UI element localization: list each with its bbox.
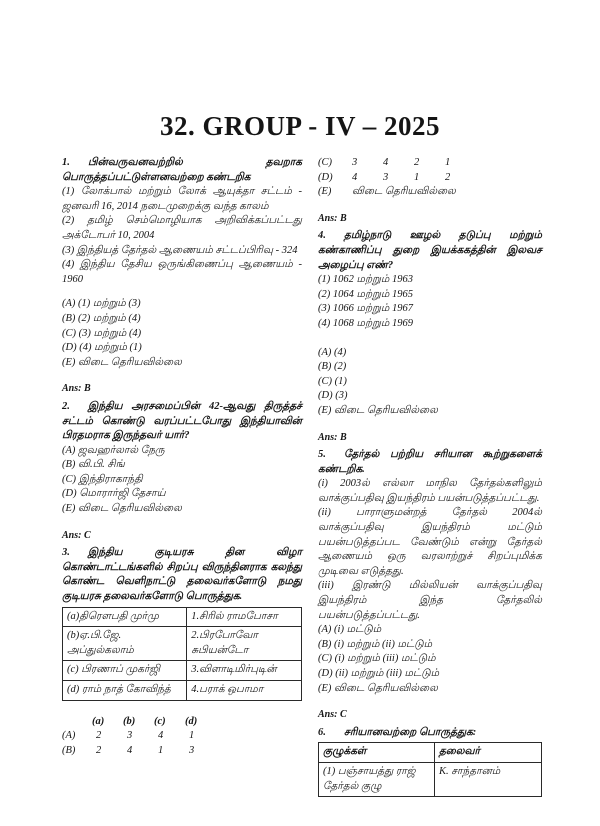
table-cell: 2.பிரபோவோ சுபியன்டோ <box>187 627 302 661</box>
table-cell: (1) பஞ்சாயத்து ராஜ் தேர்தல் குழு <box>319 762 435 796</box>
table-row <box>63 661 302 681</box>
question-5-statement: (ii) பாராளுமன்றத் தேர்தல் 2004ல் வாக்குப்பதிவு இயந்திரம் மட்டும் பயன்படுத்தப்பட வேண்டும் என்று தேர்தல் ஆணையம் ஒரு வரலாற்றுச் சிறப்புமிக்க முடிவை எடுத்தது. <box>318 507 542 577</box>
question-1-item: (3) இந்தியத் தேர்தல் ஆணையம் சட்டப்பிரிவு - 324 <box>62 244 298 256</box>
question-4-option: (D) (3) <box>318 390 348 402</box>
grid-cell: 3 <box>127 730 133 742</box>
question-1-option: (C) (3) மற்றும் (4) <box>62 327 142 339</box>
grid-cell: (B) <box>62 744 76 756</box>
grid-cell: (E) <box>318 186 332 198</box>
question-3-number: 3. <box>62 547 70 559</box>
grid-cell: 2 <box>414 157 420 168</box>
table-header-cell: தலைவர் <box>434 743 541 763</box>
page-title: 32. GROUP - IV – 2025 <box>159 111 440 141</box>
question-6-table <box>318 742 542 797</box>
question-1-stem-text: பின்வருவனவற்றில் தவறாக பொருத்தப்பட்டுள்ளனவற்றை கண்டறிக <box>62 157 302 183</box>
question-2-option: (B) வி.பி. சிங் <box>62 459 125 471</box>
table-row <box>63 681 302 701</box>
grid-cell: 1 <box>414 171 420 183</box>
right-column <box>318 156 542 797</box>
grid-cell: 4 <box>383 157 389 168</box>
question-5-option: (D) (ii) மற்றும் (iii) மட்டும் <box>318 668 440 679</box>
grid-cell: 4 <box>127 744 133 756</box>
question-5-number: 5. <box>318 449 326 461</box>
grid-cell: 2 <box>96 744 102 756</box>
question-3-grid-header <box>62 715 302 730</box>
question-5-statement: (iii) இரண்டு மில்லியன் வாக்குப்பதிவு இயந்திரம் இந்த தேர்தலில் பயன்படுத்தப்பட்டது. <box>318 580 542 621</box>
question-3-option-row <box>62 729 302 744</box>
answer-label-q3: Ans: B <box>318 212 347 224</box>
table-cell: (c) பிரணாப் முகர்ஜி <box>63 661 187 681</box>
grid-cell: 2 <box>445 171 451 183</box>
grid-cell: 1 <box>158 744 164 756</box>
question-3-continued <box>318 156 542 226</box>
table-header-cell: குழுக்கள் <box>319 743 435 763</box>
question-2-option: (E) விடை தெரியவில்லை <box>62 503 182 515</box>
table-header-row <box>319 743 542 763</box>
table-row <box>63 627 302 661</box>
question-4-option: (C) (1) <box>318 375 347 387</box>
question-1 <box>62 156 302 397</box>
question-4-option: (E) விடை தெரியவில்லை <box>318 404 438 416</box>
question-2-option: (A) ஜவஹர்லால் நேரு <box>62 444 165 456</box>
question-5-statement: (i) 2003ல் எல்லா மாநில தேர்தல்களிலும் வாக்குப்பதிவு இயந்திரம் பயன்படுத்தப்பட்டது. <box>318 478 542 504</box>
spacer <box>318 332 542 346</box>
question-6 <box>318 726 542 797</box>
question-1-option: (E) விடை தெரியவில்லை <box>62 356 182 368</box>
question-3-option-row <box>318 156 542 171</box>
question-6-table-wrap <box>318 742 542 797</box>
left-column <box>62 156 302 758</box>
question-4-item: (3) 1066 மற்றும் 1967 <box>318 303 413 315</box>
question-4-number: 4. <box>318 230 326 242</box>
answer-label-q1: Ans: B <box>62 383 91 395</box>
question-5 <box>318 448 542 723</box>
question-4-item: (4) 1068 மற்றும் 1969 <box>318 317 413 329</box>
question-2-option: (C) இந்திராகாந்தி <box>62 473 143 485</box>
question-2-option: (D) மொரார்ஜி தேசாய் <box>62 488 166 500</box>
question-1-option: (B) (2) மற்றும் (4) <box>62 312 141 324</box>
grid-cell: 2 <box>96 730 102 742</box>
table-cell: (b)ஏ.பி.ஜே. அப்துல்கலாம் <box>63 627 187 661</box>
grid-cell: 4 <box>158 730 164 742</box>
grid-cell: (C) <box>318 157 332 168</box>
answer-label-q4: Ans: B <box>318 431 347 443</box>
question-3-match-table-wrap <box>62 607 302 701</box>
grid-cell: 1 <box>189 730 195 742</box>
question-6-number: 6. <box>318 726 326 738</box>
table-cell: 1.சிரில் ராமபோசா <box>187 607 302 627</box>
table-cell: (d) ராம் நாத் கோவிந்த் <box>63 681 187 701</box>
question-2-stem <box>62 400 302 444</box>
question-4-stem-text: தமிழ்நாடு ஊழல் தடுப்பு மற்றும் கண்காணிப்பு துறை இயக்ககத்தின் இலவச அழைப்பு எண்? <box>318 230 542 271</box>
question-3 <box>62 546 302 758</box>
grid-cell: விடை தெரியவில்லை <box>352 186 456 198</box>
table-row <box>319 762 542 796</box>
grid-cell: 4 <box>352 171 358 183</box>
grid-header-cell: (b) <box>123 715 136 727</box>
question-4 <box>318 229 542 445</box>
grid-cell: 3 <box>383 171 389 183</box>
question-2-number: 2. <box>62 400 70 412</box>
question-3-option-e <box>318 185 542 200</box>
question-3-stem-text: இந்திய குடியரசு தின விழா கொண்டாட்டங்களில் சிறப்பு விருந்தினராக கலந்து கொண்ட வெளிநாட்டு தலைவர்களோடு நமது குடியரசு தலைவர்களோடு பொருத்துக. <box>62 547 302 603</box>
question-4-item: (2) 1064 மற்றும் 1965 <box>318 288 413 300</box>
grid-header-cell: (a) <box>92 715 105 727</box>
grid-cell: (A) <box>62 730 76 742</box>
question-5-stem-text: தேர்தல் பற்றிய சரியான கூற்றுகளைக் கண்டறிக. <box>318 449 542 475</box>
table-cell: K. சாந்தானம் <box>434 762 541 796</box>
question-1-option: (A) (1) மற்றும் (3) <box>62 298 141 310</box>
grid-cell: 3 <box>189 744 195 756</box>
question-1-item: (1) லோக்பால் மற்றும் லோக் ஆயுக்தா சட்டம் - ஜனவரி 16, 2014 நடைமுறைக்கு வந்த காலம் <box>62 186 302 212</box>
answer-label-q2: Ans: C <box>62 529 91 541</box>
question-3-match-table <box>62 607 302 701</box>
table-cell: 3.விளாடிமிர்புடின் <box>187 661 302 681</box>
question-3-stem <box>62 546 302 604</box>
question-2-stem-text: இந்திய அரசமைப்பின் 42-ஆவது திருத்தச் சட்டம் கொண்டு வரப்பட்டபோது இந்தியாவின் பிரதமராக இருந்தவர் யார்? <box>62 400 302 442</box>
question-5-option: (A) (i) மட்டும் <box>318 624 382 636</box>
grid-cell: (D) <box>318 171 333 183</box>
question-6-stem <box>318 726 542 741</box>
answer-label-q5: Ans: C <box>318 709 347 721</box>
question-1-option: (D) (4) மற்றும் (1) <box>62 342 142 354</box>
table-row <box>63 607 302 627</box>
question-5-stem <box>318 448 542 477</box>
question-4-option: (A) (4) <box>318 346 347 358</box>
question-1-stem <box>62 156 302 185</box>
question-1-item: (2) தமிழ் செம்மொழியாக அறிவிக்கப்பட்டது அக்டோபர் 10, 2004 <box>62 215 302 241</box>
question-4-item: (1) 1062 மற்றும் 1963 <box>318 274 413 286</box>
question-1-number: 1. <box>62 157 70 168</box>
question-1-item: (4) இந்திய தேசிய ஒருங்கிணைப்பு ஆணையம் - 1960 <box>62 259 302 285</box>
question-4-option: (B) (2) <box>318 361 347 373</box>
question-5-option: (C) (i) மற்றும் (iii) மட்டும் <box>318 653 436 665</box>
question-3-option-row <box>318 171 542 186</box>
grid-cell: 1 <box>445 157 451 168</box>
grid-cell: 3 <box>352 157 358 168</box>
spacer <box>62 287 302 297</box>
question-4-stem <box>318 229 542 273</box>
question-5-option: (B) (i) மற்றும் (ii) மட்டும் <box>318 638 433 650</box>
question-2 <box>62 400 302 543</box>
spacer <box>62 701 302 715</box>
table-cell: (a)திரௌபதி முர்மு <box>63 607 187 627</box>
question-5-option: (E) விடை தெரியவில்லை <box>318 682 438 694</box>
grid-header-cell: (c) <box>154 715 166 727</box>
table-cell: 4.பராக் ஒபாமா <box>187 681 302 701</box>
question-3-option-row <box>62 744 302 759</box>
grid-header-cell: (d) <box>185 715 198 727</box>
question-6-stem-text: சரியானவற்றை பொருத்துக: <box>344 726 477 738</box>
